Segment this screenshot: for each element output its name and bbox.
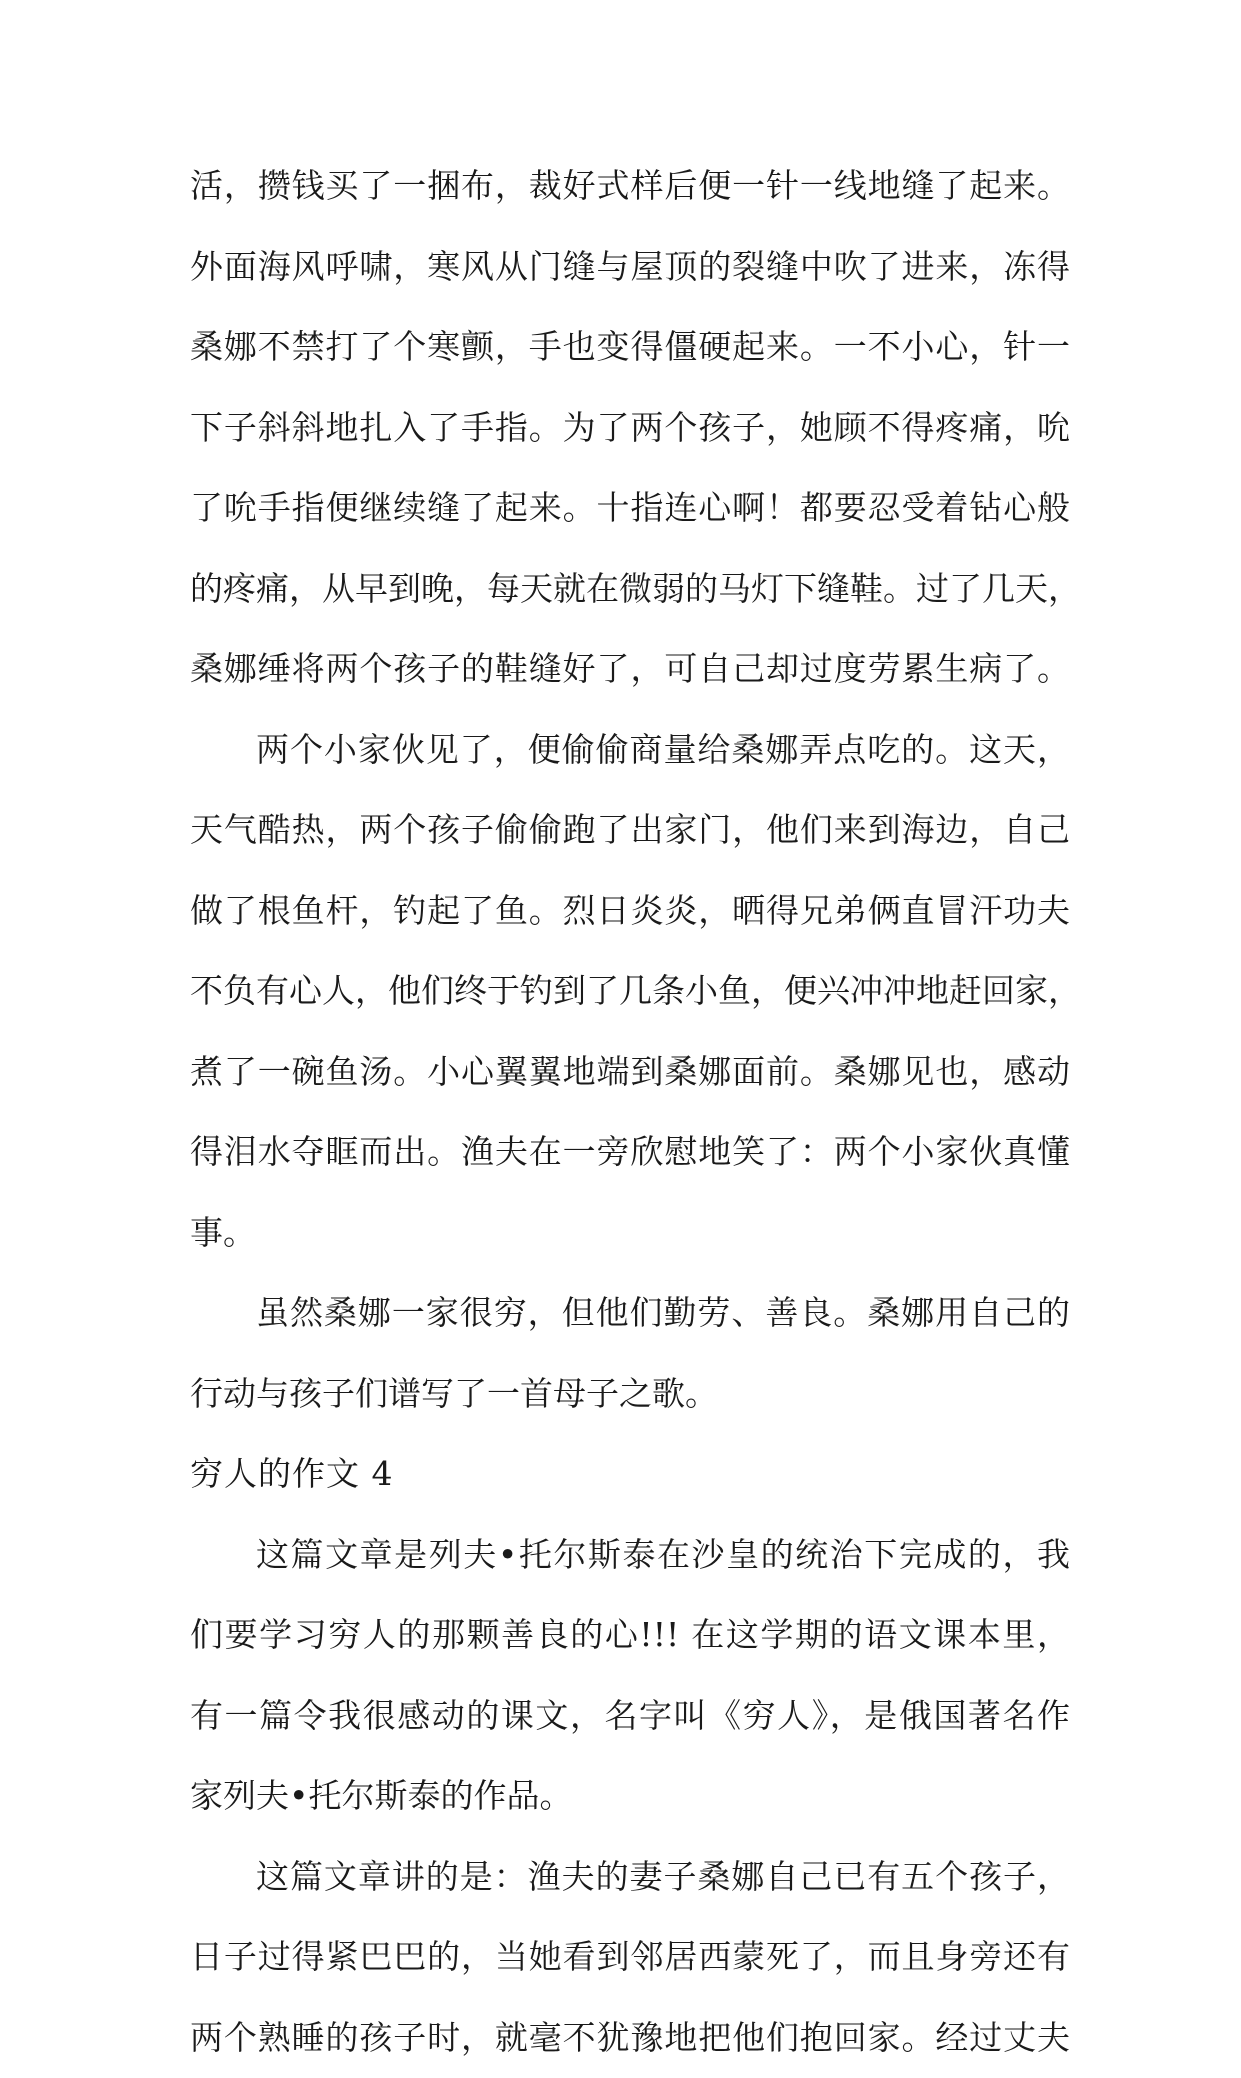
text-line: 们要学习穷人的那颗善良的心!!! 在这学期的语文课本里， [190, 1595, 1070, 1676]
document-body [190, 146, 1070, 2078]
text-line: 外面海风呼啸，寒风从门缝与屋顶的裂缝中吹了进来，冻得 [190, 227, 1070, 308]
text-line: 天气酷热，两个孩子偷偷跑了出家门，他们来到海边，自己 [190, 790, 1070, 871]
text-line: 的疼痛，从早到晚，每天就在微弱的马灯下缝鞋。过了几天， [190, 549, 1070, 630]
text-line: 下子斜斜地扎入了手指。为了两个孩子，她顾不得疼痛，吮 [190, 388, 1070, 469]
text-line: 行动与孩子们谱写了一首母子之歌。 [190, 1354, 1070, 1435]
text-line: 日子过得紧巴巴的，当她看到邻居西蒙死了，而且身旁还有 [190, 1917, 1070, 1998]
text-line: 不负有心人，他们终于钓到了几条小鱼，便兴冲冲地赶回家， [190, 951, 1070, 1032]
section-heading: 穷人的作文 4 [190, 1434, 1070, 1515]
text-line: 活，攒钱买了一捆布，裁好式样后便一针一线地缝了起来。 [190, 146, 1070, 227]
text-line: 桑娜缍将两个孩子的鞋缝好了，可自己却过度劳累生病了。 [190, 629, 1070, 710]
text-line: 两个熟睡的孩子时，就毫不犹豫地把他们抱回家。经过丈夫 [190, 1998, 1070, 2078]
text-line: 家列夫•托尔斯泰的作品。 [190, 1756, 1070, 1837]
text-line: 这篇文章是列夫•托尔斯泰在沙皇的统治下完成的，我 [190, 1515, 1070, 1596]
text-line: 桑娜不禁打了个寒颤，手也变得僵硬起来。一不小心，针一 [190, 307, 1070, 388]
text-line: 得泪水夺眶而出。渔夫在一旁欣慰地笑了：两个小家伙真懂 [190, 1112, 1070, 1193]
text-line: 做了根鱼杆，钓起了鱼。烈日炎炎，晒得兄弟俩直冒汗功夫 [190, 871, 1070, 952]
text-line: 了吮手指便继续缝了起来。十指连心啊！都要忍受着钻心般 [190, 468, 1070, 549]
text-line: 煮了一碗鱼汤。小心翼翼地端到桑娜面前。桑娜见也，感动 [190, 1032, 1070, 1113]
text-line: 这篇文章讲的是：渔夫的妻子桑娜自己已有五个孩子， [190, 1837, 1070, 1918]
text-line: 有一篇令我很感动的课文，名字叫《穷人》，是俄国著名作 [190, 1676, 1070, 1757]
text-line: 事。 [190, 1193, 1070, 1274]
text-line: 两个小家伙见了，便偷偷商量给桑娜弄点吃的。这天， [190, 710, 1070, 791]
text-line: 虽然桑娜一家很穷，但他们勤劳、善良。桑娜用自己的 [190, 1273, 1070, 1354]
